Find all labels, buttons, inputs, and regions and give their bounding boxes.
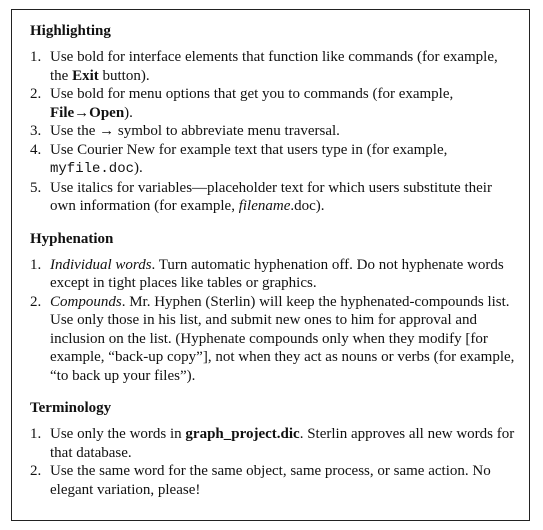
item-text: . Turn automatic hyphenation off. Do not hyphenate words except in tight places like tables or graphics. bbox=[50, 256, 504, 291]
item-number: 5. bbox=[30, 179, 42, 196]
item-list bbox=[30, 256, 519, 386]
list-item bbox=[30, 141, 519, 179]
list-item bbox=[30, 179, 519, 216]
item-text-bold: File→Open bbox=[50, 104, 125, 121]
list-item bbox=[30, 462, 519, 499]
section-terminology bbox=[30, 399, 519, 499]
item-text-bold: graph_project.dic bbox=[185, 426, 300, 442]
item-text: Use only the words in bbox=[50, 426, 186, 442]
item-text: Use the same word for the same object, same process, or same action. No elegant variation, please! bbox=[50, 463, 491, 498]
item-number: 2. bbox=[30, 463, 42, 479]
list-item bbox=[30, 293, 519, 386]
item-text-italic: Individual words bbox=[50, 256, 152, 273]
item-list bbox=[30, 48, 519, 216]
item-text-bold: Exit bbox=[72, 67, 99, 84]
style-guide-box bbox=[11, 9, 530, 521]
item-text-mono: myfile.doc bbox=[50, 161, 135, 177]
item-number: 2. bbox=[30, 293, 42, 310]
item-text-italic: filename bbox=[238, 198, 291, 214]
item-number: 1. bbox=[30, 426, 42, 442]
item-number: 1. bbox=[30, 49, 42, 65]
item-text: ). bbox=[124, 104, 133, 121]
item-text: Use the → symbol to abbreviate menu traversal. bbox=[50, 123, 340, 139]
item-number: 2. bbox=[30, 86, 42, 102]
item-number: 4. bbox=[30, 141, 42, 158]
item-text: . Sterlin approves all new words for that database. bbox=[50, 426, 515, 461]
list-item bbox=[30, 122, 519, 141]
list-item bbox=[30, 48, 519, 85]
item-text: . Mr. Hyphen (Sterlin) will keep the hyphenated-compounds list. Use only those in his list, and submit new ones to him for approval and inclusion on the list. (Hyphenate compounds only when they modify [for example, “back-up copy”], not when they act as nouns or verbs (for example, “to back up your files”). bbox=[50, 293, 515, 384]
list-item bbox=[30, 256, 519, 293]
item-text: Use bold for interface elements that function like commands (for example, the bbox=[50, 49, 498, 84]
item-list bbox=[30, 425, 519, 499]
item-text: Use Courier New for example text that users type in (for example, bbox=[50, 141, 448, 158]
item-text: Use italics for variables—placeholder text for which users substitute their own information (for example, bbox=[50, 179, 492, 214]
item-text: ). bbox=[134, 160, 143, 176]
item-text-italic: Compounds bbox=[50, 293, 122, 310]
section-title: Highlighting bbox=[30, 23, 111, 39]
section-title: Terminology bbox=[30, 400, 112, 416]
section-title: Hyphenation bbox=[30, 230, 114, 247]
section-hyphenation bbox=[30, 230, 519, 386]
item-text: button). bbox=[98, 67, 150, 84]
list-item bbox=[30, 425, 519, 462]
section-highlighting bbox=[30, 22, 519, 216]
list-item bbox=[30, 85, 519, 122]
item-number: 3. bbox=[30, 123, 42, 139]
item-text: Use bold for menu options that get you to commands (for example, bbox=[50, 86, 454, 102]
item-text: .doc). bbox=[290, 198, 325, 214]
item-number: 1. bbox=[30, 256, 42, 273]
